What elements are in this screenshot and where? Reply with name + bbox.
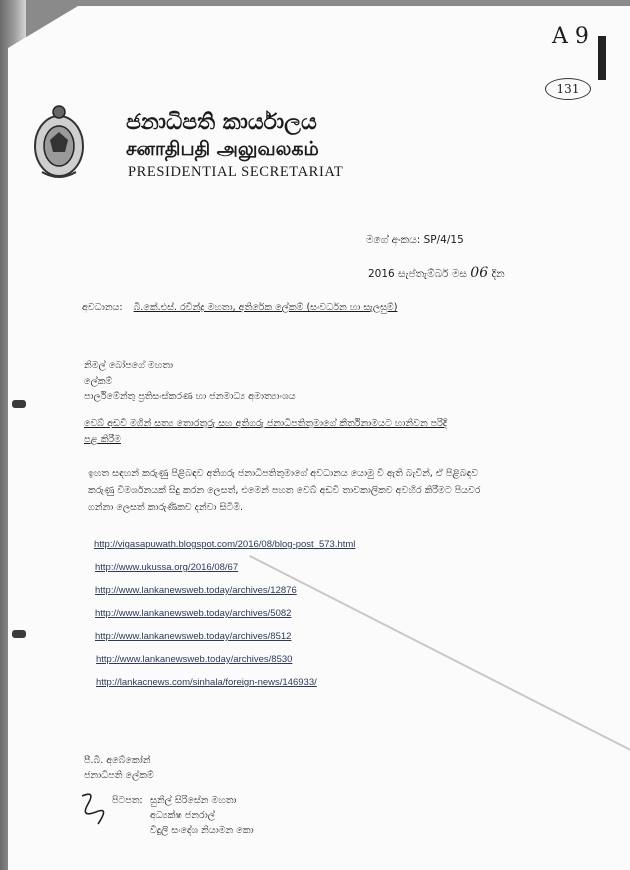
signatory-title: ජනාධිපති ලේකම්: [84, 770, 154, 781]
letterhead-sinhala: ජනාධිපති කාර්යාලය: [126, 110, 317, 135]
link-item[interactable]: http://www.lankanewsweb.today/archives/8530: [96, 654, 293, 665]
attention-line: [82, 302, 397, 313]
binder-hole-mark: [12, 400, 26, 408]
attention-text: බී.කේ.එස්. රවීන්ද්‍ර මහතා, අතිරේක ලේකම් (සංවර්ධන හා සැලසුම්): [133, 302, 398, 313]
addressee-ministry: පාර්ලිමේන්තු ප්‍රතිසංස්කරණ හා ජනමාධ්‍ය අමාත්‍යාංශය: [84, 391, 296, 402]
subject-line-1: වෙබ් අඩවි මගින් සත්‍ය තොරතුරු සහ අතිගරු ජනාධිපතිතුමාගේ කීර්තිනාමයට හානිවන පරිදි: [84, 418, 448, 429]
circled-number: 131: [545, 78, 591, 100]
copy-recipient-title: අධ්‍යක්ෂ ජනරාල්: [150, 810, 216, 821]
link-item[interactable]: http://www.lankanewsweb.today/archives/8512: [95, 631, 292, 642]
letterhead-english: PRESIDENTIAL SECRETARIAT: [128, 164, 344, 180]
sri-lanka-emblem-icon: [32, 102, 86, 182]
link-item[interactable]: http://lankacnews.com/sinhala/foreign-news/146933/: [96, 677, 317, 688]
signatory-name: පී.බී. අබේකෝන්: [84, 755, 151, 766]
body-line-2: කරුණු විමර්ශනයක් සිදු කරන ලෙසත්, එමෙන් පහත වෙබ් අඩවි තාවකාලිකව අවහිර කිරීමට පියවර: [88, 485, 481, 496]
date-day: 06: [470, 265, 489, 281]
attention-label: අවධානය:: [82, 302, 123, 313]
reference-number: SP/4/15: [423, 234, 464, 246]
link-item[interactable]: http://www.lankanewsweb.today/archives/12876: [95, 585, 297, 596]
date-prefix: 2016 සැප්තැම්බර් මස: [368, 268, 467, 280]
body-line-1: ඉහත සඳහන් කරුණු පිළිබඳව අතිගරු ජනාධිපතිතුමාගේ අවධානය යොමු වී ඇති බැවින්, ඒ පිළිබඳව: [88, 468, 479, 479]
link-item[interactable]: http://www.lankanewsweb.today/archives/5082: [95, 608, 292, 619]
body-line-3: ගන්නා ලෙසත් කාරුණිකව දන්වා සිටිමි.: [88, 502, 244, 513]
binder-bar: [598, 36, 606, 80]
initials-scribble-icon: [76, 788, 116, 828]
letterhead-tamil: சனாதிபதி அலுவலகம்: [126, 138, 319, 160]
binder-hole-mark: [12, 630, 26, 638]
handwritten-ref: A 9: [552, 24, 589, 49]
date-suffix: දින: [491, 268, 505, 280]
date-line: [368, 265, 505, 281]
reference-line: [366, 234, 464, 247]
link-item[interactable]: http://www.ukussa.org/2016/08/67: [95, 562, 239, 573]
reference-label: මගේ අංකය:: [366, 234, 421, 246]
addressee-title: ලේකම්: [84, 376, 113, 387]
copy-recipient-org: විදුලි සංදේශ නියාමන කො: [150, 825, 254, 836]
link-item[interactable]: http://vigasapuwath.blogspot.com/2016/08/blog-post_573.html: [94, 539, 356, 550]
addressee-name: නිමල් බෝපගේ මහතා: [84, 360, 174, 371]
copy-recipient-name: සුනිල් සිරිසේන මහතා: [150, 795, 237, 806]
copies-label: පිටපත:: [112, 795, 143, 806]
subject-line-2: පළ කිරීම: [84, 434, 121, 445]
